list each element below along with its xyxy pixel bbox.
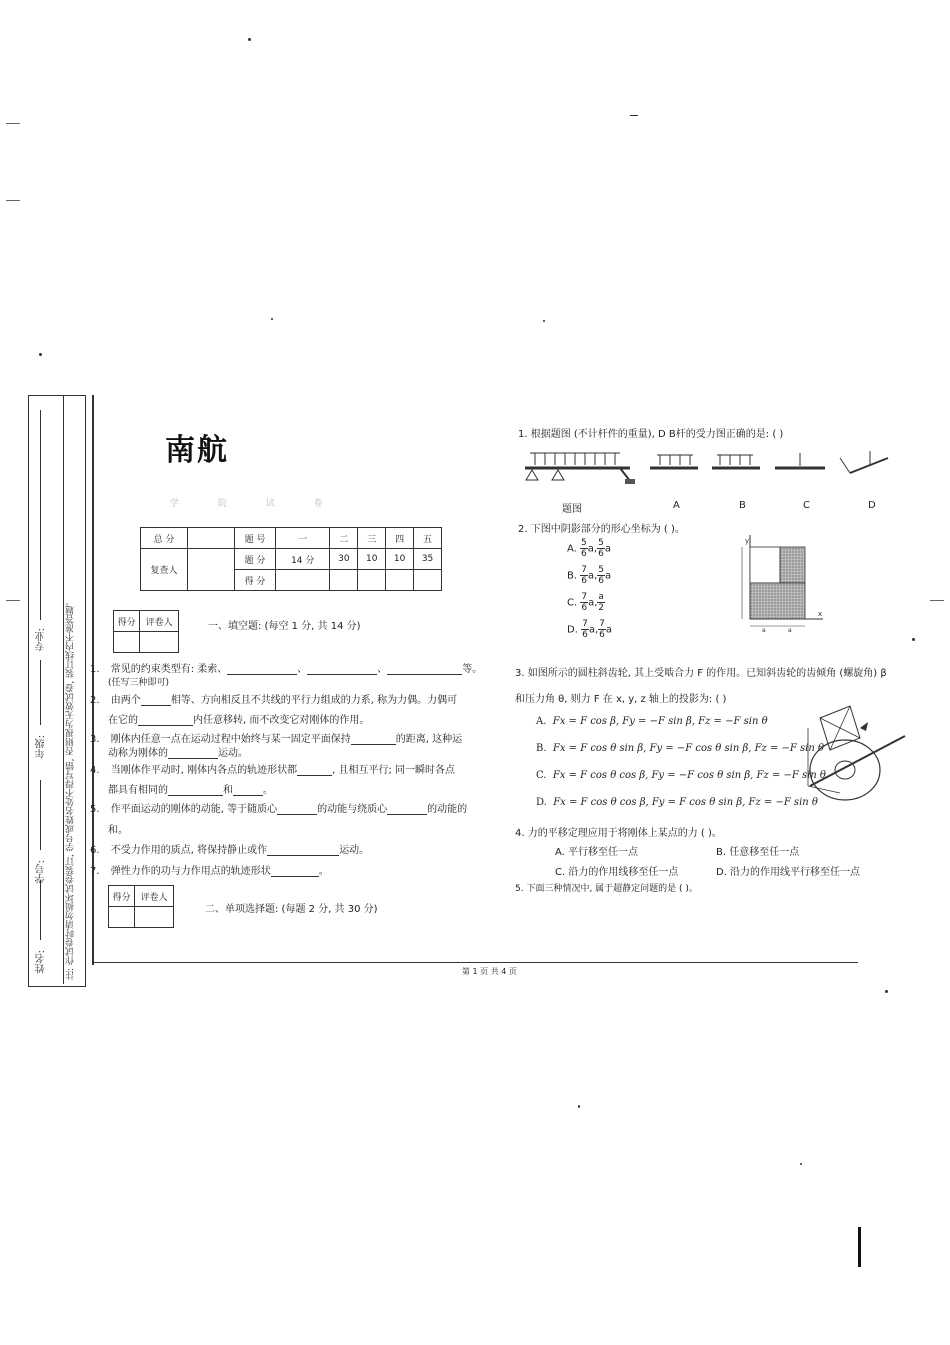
frac-num: 7 (581, 592, 588, 602)
axis-y-label: y (745, 537, 750, 545)
scan-mark (6, 200, 20, 201)
option-formula: Fx = F cos θ cos β, Fy = F cos θ sin β, Fz = −F sin θ (553, 797, 818, 808)
answer-blank[interactable] (297, 765, 332, 776)
q3-option-b[interactable] (536, 743, 824, 754)
scan-speck (543, 320, 545, 322)
q3-option-d[interactable] (536, 797, 818, 808)
q1-label-b: B (739, 500, 746, 511)
q-text: 由两个 (110, 695, 141, 706)
fill-question-5-line2: 和。 (108, 825, 128, 836)
q1-label-figure: 题图 (562, 504, 582, 515)
answer-blank[interactable] (387, 804, 427, 815)
frac-den: 2 (598, 603, 605, 613)
q3-option-c[interactable] (536, 770, 826, 781)
q-text: 、 (377, 664, 388, 675)
reviewer-label: 复查人 (141, 549, 188, 591)
fill-question-6 (90, 841, 369, 856)
frac-num: 7 (581, 565, 587, 575)
option-letter: D. (536, 797, 547, 808)
option-formula: Fx = F cos β, Fy = −F sin β, Fz = −F sin θ (552, 716, 768, 727)
points-3: 10 (358, 549, 386, 570)
q-text: 相等、方向相反且不共线的平行力组成的力系, 称为力偶。力偶可 (170, 695, 458, 706)
grader-score-cell[interactable] (109, 907, 135, 928)
fill-question-2 (90, 691, 457, 706)
grader-score-label: 得分 (109, 886, 135, 907)
q2-shaded-figure (738, 533, 828, 633)
binding-note: 注: 作试卷时请勿损坏试卷装订, 学号或姓名处不得写错, 否则视为无效试卷, 装订线内不准答题。 (66, 596, 76, 980)
scan-speck (578, 1105, 580, 1108)
option-letter: B. (567, 570, 578, 582)
frac-num: a (598, 592, 604, 602)
footer-rule (93, 962, 858, 963)
binding-margin (28, 395, 86, 987)
answer-blank[interactable] (138, 715, 193, 726)
grader-name-label: 评卷人 (135, 886, 174, 907)
q-num: 2. (90, 695, 100, 706)
option-letter: D. (567, 624, 578, 636)
score-cell-4[interactable] (386, 570, 414, 591)
section1-title: 一、填空题: (每空 1 分, 共 14 分) (208, 621, 361, 632)
option-letter: C. (536, 770, 547, 781)
q-text: 的动能与绕质心 (317, 804, 388, 815)
scan-mark (630, 115, 638, 116)
answer-blank[interactable] (387, 664, 462, 675)
points-2: 30 (330, 549, 358, 570)
q4-option-b[interactable]: B. 任意移至任一点 (716, 847, 800, 858)
score-cell-3[interactable] (358, 570, 386, 591)
scan-speck (885, 990, 888, 993)
frac-num: 7 (599, 619, 605, 629)
q4-option-a[interactable]: A. 平行移至任一点 (555, 847, 639, 858)
mc-question-2: 2. 下图中阴影部分的形心坐标为 ( )。 (518, 524, 685, 535)
q-text: 不受力作用的质点, 将保持静止或作 (110, 845, 268, 856)
major-field[interactable] (40, 410, 41, 620)
q2-option-d[interactable]: D. $\frac{7}{6}$ a, $\frac{7}{6}$ a (567, 619, 612, 640)
option-letter: C. (567, 597, 578, 609)
scan-mark (6, 123, 20, 124)
q-num: 6. (90, 845, 100, 856)
col-1: 一 (276, 528, 330, 549)
name-label: 姓名: (36, 950, 47, 974)
col-5: 五 (414, 528, 442, 549)
name-field[interactable] (40, 880, 41, 940)
grader-name-cell[interactable] (140, 632, 179, 653)
reviewer-cell[interactable] (188, 549, 235, 591)
option-letter: A. (536, 716, 547, 727)
option-formula: Fx = F cos θ sin β, Fy = −F cos θ sin β, Fz = −F sin θ (552, 743, 824, 754)
q1-beam-diagrams (520, 443, 900, 491)
student-id-field[interactable] (40, 780, 41, 850)
answer-blank[interactable] (307, 664, 377, 675)
q-text: 的距离, 这种运 (395, 734, 463, 745)
score-cell-5[interactable] (414, 570, 442, 591)
scan-mark (858, 1227, 861, 1267)
grader-name-cell[interactable] (135, 907, 174, 928)
frac-num: 5 (581, 538, 587, 548)
mc-question-1: 1. 根据题图 (不计杆件的重量), D B杆的受力图正确的是: ( ) (518, 429, 784, 440)
frac-den: 6 (581, 603, 588, 613)
points-5: 35 (414, 549, 442, 570)
fill-question-5 (90, 800, 467, 815)
option-letter: A. (567, 543, 577, 555)
q4-option-d[interactable]: D. 沿力的作用线平行移至任一点 (716, 867, 861, 878)
mc-question-3: 3. 如图所示的圆柱斜齿轮, 其上受啮合力 F 的作用。已知斜齿轮的齿倾角 (螺旋角) β (515, 668, 887, 679)
score-cell-1[interactable] (276, 570, 330, 591)
q-text: 运动。 (339, 845, 370, 856)
scan-mark (930, 600, 944, 601)
col-4: 四 (386, 528, 414, 549)
q-text: 常见的约束类型有: 柔索、 (110, 664, 228, 675)
q-text: 运动。 (218, 748, 248, 759)
score-label: 得 分 (235, 570, 276, 591)
q-text: 在它的 (108, 715, 138, 726)
frac-den: 6 (581, 549, 587, 559)
mc-question-5: 5. 下面三种情况中, 属于超静定问题的是 ( )。 (515, 884, 698, 894)
frac-den: 6 (598, 549, 604, 559)
points-1: 14 分 (276, 549, 330, 570)
fill-question-1 (90, 660, 482, 675)
frac-den: 6 (581, 576, 587, 586)
frac-den: 6 (599, 630, 605, 640)
fill-question-4-line2 (108, 781, 273, 796)
section2-title: 二、单项选择题: (每题 2 分, 共 30 分) (205, 904, 378, 915)
q1-label-a: A (673, 500, 680, 511)
q-text: 刚体内任意一点在运动过程中始终与某一固定平面保持 (110, 734, 351, 745)
q-num: 1. (90, 664, 100, 675)
scan-mark (6, 600, 20, 601)
grade-label: 年级: (36, 735, 47, 759)
fill-question-3 (90, 730, 462, 745)
answer-blank[interactable] (168, 748, 218, 759)
q-text: 都具有相同的 (108, 785, 168, 796)
q1-label-d: D (868, 500, 876, 511)
grader-score-label: 得分 (114, 611, 140, 632)
answer-blank[interactable] (271, 866, 319, 877)
q-text: 的动能的 (427, 804, 468, 815)
mc-question-4: 4. 力的平移定理应用于将刚体上某点的力 ( )。 (515, 828, 722, 839)
q-text: 。 (318, 866, 329, 877)
student-id-label: 学号: (36, 860, 47, 884)
answer-blank[interactable] (233, 785, 263, 796)
dim-label: a (762, 627, 766, 633)
q2-option-c[interactable]: C. $\frac{7}{6}$ a, $\frac{a}{2}$ (567, 592, 605, 613)
q-text: 。 (263, 785, 273, 796)
scan-speck (912, 638, 915, 641)
answer-blank[interactable] (168, 785, 223, 796)
fill-question-3-line2 (108, 744, 248, 759)
grader-score-cell[interactable] (114, 632, 140, 653)
section2-grader-box (108, 885, 174, 928)
scan-speck (271, 318, 273, 320)
points-label: 题 分 (235, 549, 276, 570)
answer-blank[interactable] (227, 664, 297, 675)
page-number: 第 1 页 共 4 页 (462, 967, 517, 976)
axis-x-label: x (818, 610, 823, 618)
option-formula: Fx = F cos θ cos β, Fy = −F cos θ sin β, Fz = −F sin θ (552, 770, 826, 781)
frac-num: 5 (598, 565, 605, 575)
q2-option-b[interactable]: B. $\frac{7}{6}$ a, $\frac{5}{6}$ a (567, 565, 612, 586)
grader-name-label: 评卷人 (140, 611, 179, 632)
q-text: 等。 (462, 664, 483, 675)
q3-gear-figure (800, 698, 910, 808)
q-num: 4. (90, 765, 100, 776)
section1-grader-box (113, 610, 179, 653)
q3-option-a[interactable] (536, 716, 768, 727)
scan-speck (248, 38, 251, 41)
q-text: , 且相互平行; 同一瞬时各点 (332, 765, 455, 776)
frac-den: 6 (582, 630, 588, 640)
total-label: 总 分 (141, 528, 188, 549)
fill-question-1-note: (任写三种即可) (108, 678, 170, 688)
grade-field[interactable] (40, 660, 41, 725)
col-2: 二 (330, 528, 358, 549)
q-text: 动称为刚体的 (108, 748, 168, 759)
q2-option-a[interactable]: A. $\frac{5}{6}$ a, $\frac{5}{6}$ a (567, 538, 611, 559)
answer-blank[interactable] (141, 695, 171, 706)
q-text: 和 (223, 785, 233, 796)
score-cell-2[interactable] (330, 570, 358, 591)
binding-line (92, 395, 94, 965)
answer-blank[interactable] (277, 804, 317, 815)
scan-speck (39, 353, 42, 356)
frac-num: 7 (582, 619, 588, 629)
col-3: 三 (358, 528, 386, 549)
q-num: 5. (90, 804, 100, 815)
fill-question-7 (90, 862, 329, 877)
answer-blank[interactable] (267, 845, 339, 856)
q-num: 3. (90, 734, 100, 745)
total-score-cell[interactable] (188, 528, 235, 549)
q-text: 内任意移转, 而不改变它对刚体的作用。 (193, 715, 370, 726)
q1-label-c: C (803, 500, 810, 511)
q-text: 弹性力作的功与力作用点的轨迹形状 (110, 866, 271, 877)
fill-question-2-line2 (108, 711, 369, 726)
q-text: 、 (297, 664, 308, 675)
faded-subtitle: 学 院 试 卷 (170, 499, 341, 509)
scan-speck (800, 1163, 802, 1165)
q-num: 7. (90, 866, 100, 877)
frac-den: 6 (598, 576, 605, 586)
major-label: 专业: (36, 628, 47, 652)
q-text: 作平面运动的刚体的动能, 等于随质心 (110, 804, 278, 815)
handwritten-title: 南航 (165, 433, 229, 468)
answer-blank[interactable] (351, 734, 396, 745)
score-table (140, 527, 442, 591)
q-text: 当刚体作平动时, 刚体内各点的轨迹形状都 (110, 765, 298, 776)
fill-question-4 (90, 761, 455, 776)
q4-option-c[interactable]: C. 沿力的作用线移至任一点 (555, 867, 679, 878)
option-letter: B. (536, 743, 547, 754)
mc-question-3-line2: 和压力角 θ, 则力 F 在 x, y, z 轴上的投影为: ( ) (515, 694, 727, 705)
dim-label: a (788, 627, 792, 633)
points-4: 10 (386, 549, 414, 570)
frac-num: 5 (598, 538, 604, 548)
question-no-label: 题 号 (235, 528, 276, 549)
